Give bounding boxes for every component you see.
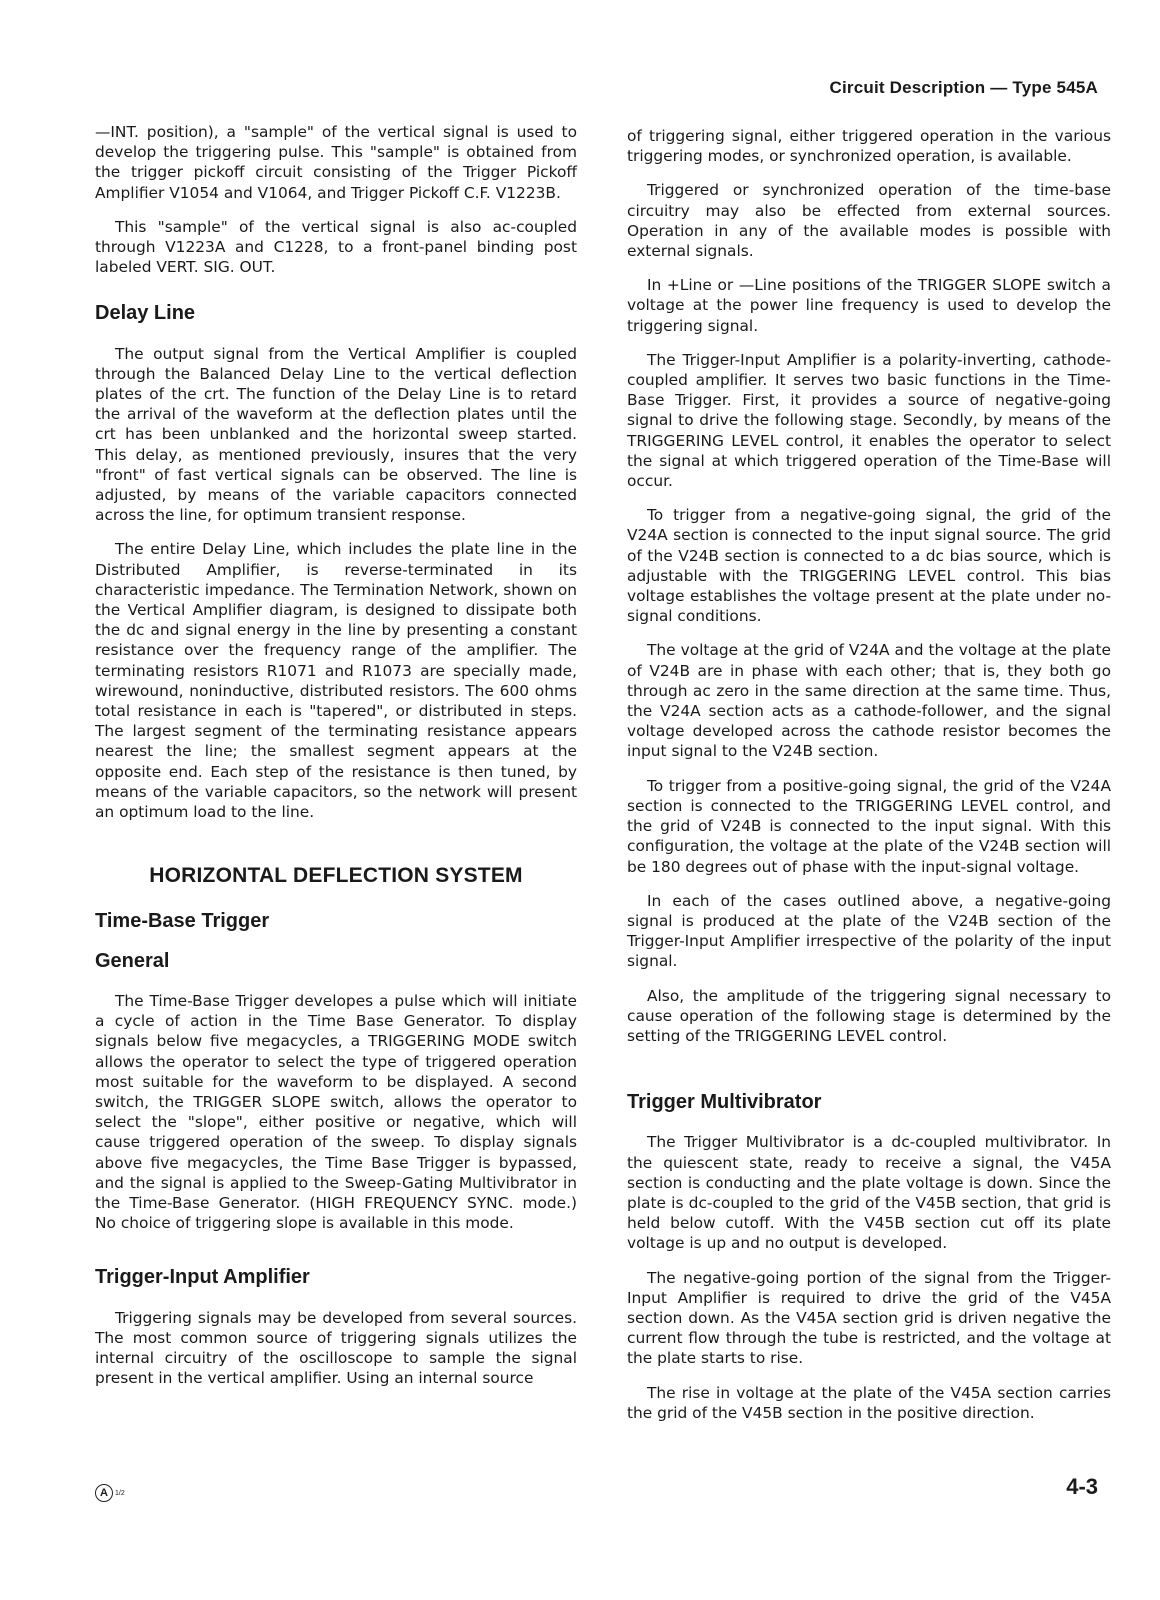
paragraph: Triggering signals may be developed from several sources. The most common source of triggering signals utilizes the internal circuitry of the oscilloscope to sample the signal present in the vertical amplifier. Using an internal source (95, 1308, 577, 1388)
paragraph: The Trigger-Input Amplifier is a polarity-inverting, cathode-coupled amplifier. It serves two basic functions in the Time-Base Trigger. First, it provides a source of negative-going signal to drive the following stage. Secondly, by means of the TRIGGERING LEVEL control, it enables the operator to select the signal at which triggered operation of the Time-Base will occur. (627, 350, 1111, 491)
heading-time-base-trigger: Time-Base Trigger (95, 909, 270, 932)
revision-letter: A (95, 1484, 113, 1502)
paragraph: Triggered or synchronized operation of the time-base circuitry may also be effected from external sources. Operation in any of the available modes is possible with external signals. (627, 181, 1111, 261)
paragraph: The rise in voltage at the plate of the V45A section carries the grid of the V45B section in the positive direction. (627, 1383, 1111, 1422)
heading-trigger-multivibrator: Trigger Multivibrator (627, 1091, 822, 1114)
heading-general: General (95, 949, 170, 972)
section-title-horizontal-deflection: HORIZONTAL DEFLECTION SYSTEM (149, 864, 523, 888)
right-column (627, 126, 1111, 1437)
revision-sub: 1/2 (115, 1489, 125, 1497)
paragraph: The voltage at the grid of V24A and the voltage at the plate of V24B are in phase with each other; that is, they both go through ac zero in the same direction at the same time. Thus, the V24A section acts as a cathode-follower, and the signal voltage developed across the cathode resistor becomes the input signal to the V24B section. (627, 641, 1111, 761)
paragraph: The entire Delay Line, which includes the plate line in the Distributed Amplifier, is reverse-terminated in its characteristic impedance. The Termination Network, shown on the Vertical Amplifier diagram, is designed to dissipate both the dc and signal energy in the line by presenting a constant resistance over the frequency range of the amplifier. The terminating resistors R1071 and R1073 are specially made, wirewound, noninductive, distributed resistors. The 600 ohms total resistance in each is "tapered", or distributed in steps. The largest segment of the terminating resistance appears nearest the line; the smallest segment appears at the opposite end. Each step of the resistance is then tuned, by means of the variable capacitors, so the network will present an optimum load to the line. (95, 540, 577, 822)
revision-mark (95, 1484, 125, 1502)
paragraph: —INT. position), a "sample" of the vertical signal is used to develop the triggering pulse. This "sample" is obtained from the trigger pickoff circuit consisting of the Trigger Pickoff Amplifier V1054 and V1064, and Trigger Pickoff C.F. V1223B. (95, 123, 577, 202)
running-header: Circuit Description — Type 545A (829, 78, 1098, 97)
paragraph: The Time-Base Trigger developes a pulse which will initiate a cycle of action in the Time Base Generator. To display signals below five megacycles, a TRIGGERING MODE switch allows the operator to select the type of triggered operation most suitable for the waveform to be displayed. A second switch, the TRIGGER SLOPE switch, allows the operator to select the "slope", either positive or negative, which will cause triggered operation of the sweep. To display signals above five megacycles, the Time Base Trigger is bypassed, and the signal is applied to the Sweep-Gating Multivibrator in the Time-Base Generator. (HIGH FREQUENCY SYNC. mode.) No choice of triggering slope is available in this mode. (95, 991, 577, 1233)
paragraph: To trigger from a positive-going signal, the grid of the V24A section is connected to the TRIGGERING LEVEL control, and the grid of V24B is connected to the input signal. With this configuration, the voltage at the plate of the V24B section will be 180 degrees out of phase with the input-signal voltage. (627, 776, 1111, 876)
paragraph: To trigger from a negative-going signal, the grid of the V24A section is connected to the input signal source. The grid of the V24B section is connected to a dc bias source, which is adjustable with the TRIGGERING LEVEL control. This bias voltage establishes the voltage present at the plate under no-signal conditions. (627, 506, 1111, 626)
paragraph: In each of the cases outlined above, a negative-going signal is produced at the plate of the V24B section of the Trigger-Input Amplifier irrespective of the polarity of the input signal. (627, 891, 1111, 971)
paragraph: The Trigger Multivibrator is a dc-coupled multivibrator. In the quiescent state, ready to receive a signal, the V45A section is conducting and the plate voltage is down. Since the plate is dc-coupled to the grid of the V45B section, that grid is held below cutoff. With the V45B section cut off its plate voltage is up and no output is developed. (627, 1133, 1111, 1253)
heading-delay-line: Delay Line (95, 302, 196, 325)
paragraph: This "sample" of the vertical signal is also ac-coupled through V1223A and C1228, to a front-panel binding post labeled VERT. SIG. OUT. (95, 217, 577, 277)
page-number: 4-3 (1066, 1474, 1098, 1499)
left-column (95, 122, 577, 1402)
paragraph: The output signal from the Vertical Amplifier is coupled through the Balanced Delay Line to the vertical deflection plates of the crt. The function of the Delay Line is to retard the arrival of the waveform at the deflection plates until the crt has been unblanked and the horizontal sweep started. This delay, as mentioned previously, insures that the very "front" of fast vertical signals can be observed. The line is adjusted, by means of the variable capacitors connected across the line, for optimum transient response. (95, 344, 577, 525)
paragraph: In +Line or —Line positions of the TRIGGER SLOPE switch a voltage at the power line frequency is used to develop the triggering signal. (627, 276, 1111, 335)
paragraph: of triggering signal, either triggered operation in the various triggering modes, or synchronized operation, is available. (627, 127, 1111, 166)
paragraph: Also, the amplitude of the triggering signal necessary to cause operation of the following stage is determined by the setting of the TRIGGERING LEVEL control. (627, 986, 1111, 1045)
heading-trigger-input-amplifier: Trigger-Input Amplifier (95, 1266, 310, 1289)
paragraph: The negative-going portion of the signal from the Trigger-Input Amplifier is required to drive the grid of the V45A section down. As the V45A section grid is driven negative the current flow through the tube is restricted, and the voltage at the plate starts to rise. (627, 1268, 1111, 1368)
